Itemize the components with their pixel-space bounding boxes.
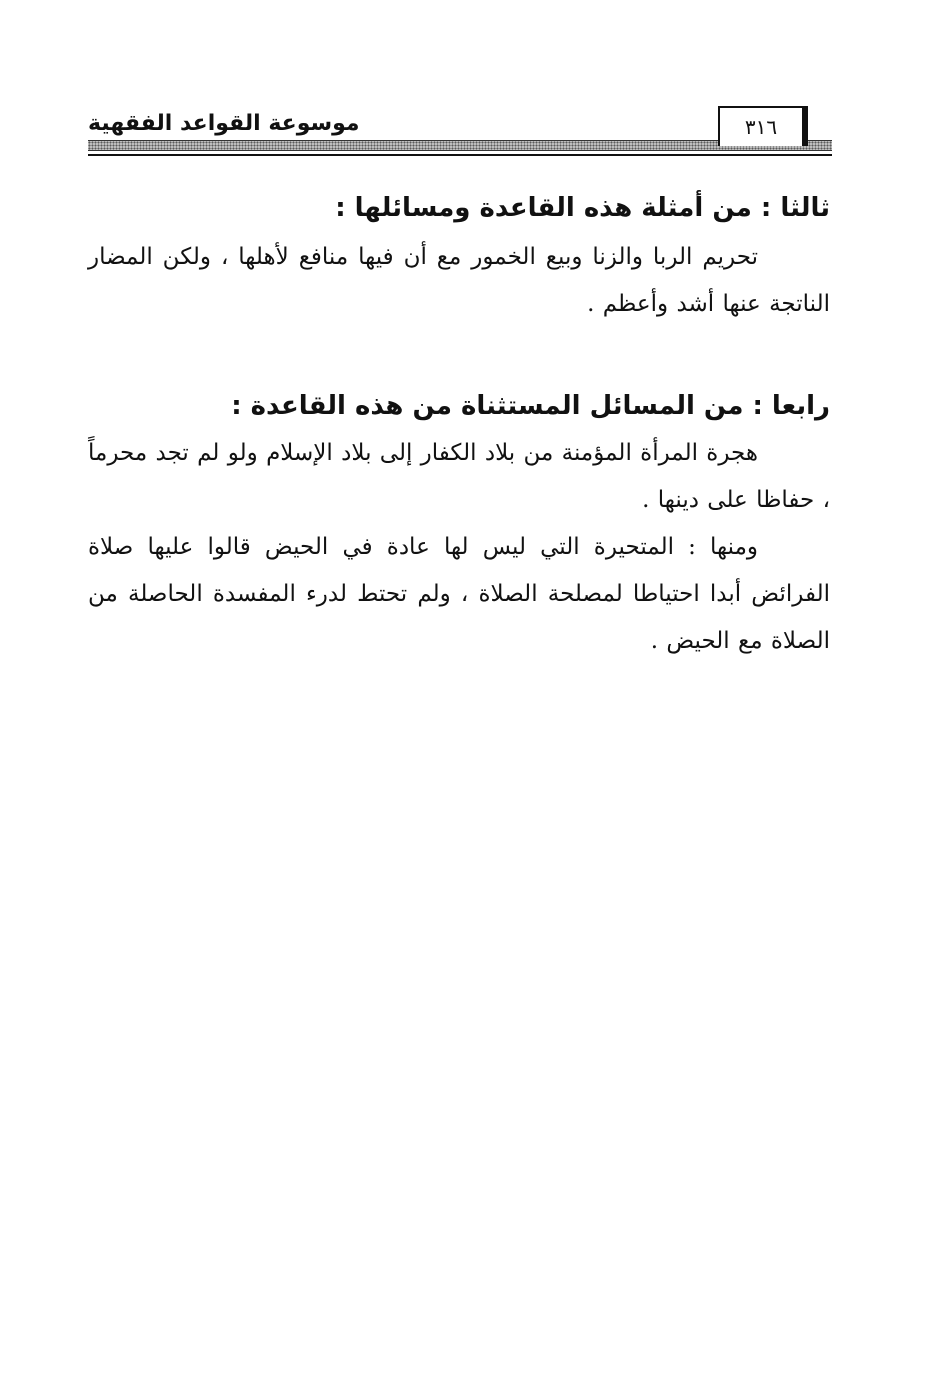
paragraph: تحريم الربا والزنا وبيع الخمور مع أن فيها منافع لأهلها ، ولكن المضار الناتجة عنها أشد وأعظم . xyxy=(88,244,830,317)
book-title: موسوعة القواعد الفقهية xyxy=(88,111,360,136)
section-heading-exceptions: رابعا : من المسائل المستثناة من هذه القاعدة : xyxy=(231,391,830,421)
page-body xyxy=(88,188,830,665)
section-heading-examples: ثالثا : من أمثلة هذه القاعدة ومسائلها : xyxy=(335,193,830,223)
paragraph: هجرة المرأة المؤمنة من بلاد الكفار إلى بلاد الإسلام ولو لم تجد محرماً ، حفاظا على دينها . xyxy=(88,440,830,513)
paragraph: ومنها : المتحيرة التي ليس لها عادة في الحيض قالوا عليها صلاة الفرائض أبدا احتياطا لمصلحة الصلاة ، ولم تحتط لدرء المفسدة الحاصلة من الصلاة مع الحيض . xyxy=(88,534,830,654)
running-header xyxy=(88,100,832,160)
section-exceptions xyxy=(88,386,830,665)
page-number: ٣١٦ xyxy=(718,106,808,146)
section-examples xyxy=(88,188,830,328)
header-rule-line xyxy=(88,154,832,156)
